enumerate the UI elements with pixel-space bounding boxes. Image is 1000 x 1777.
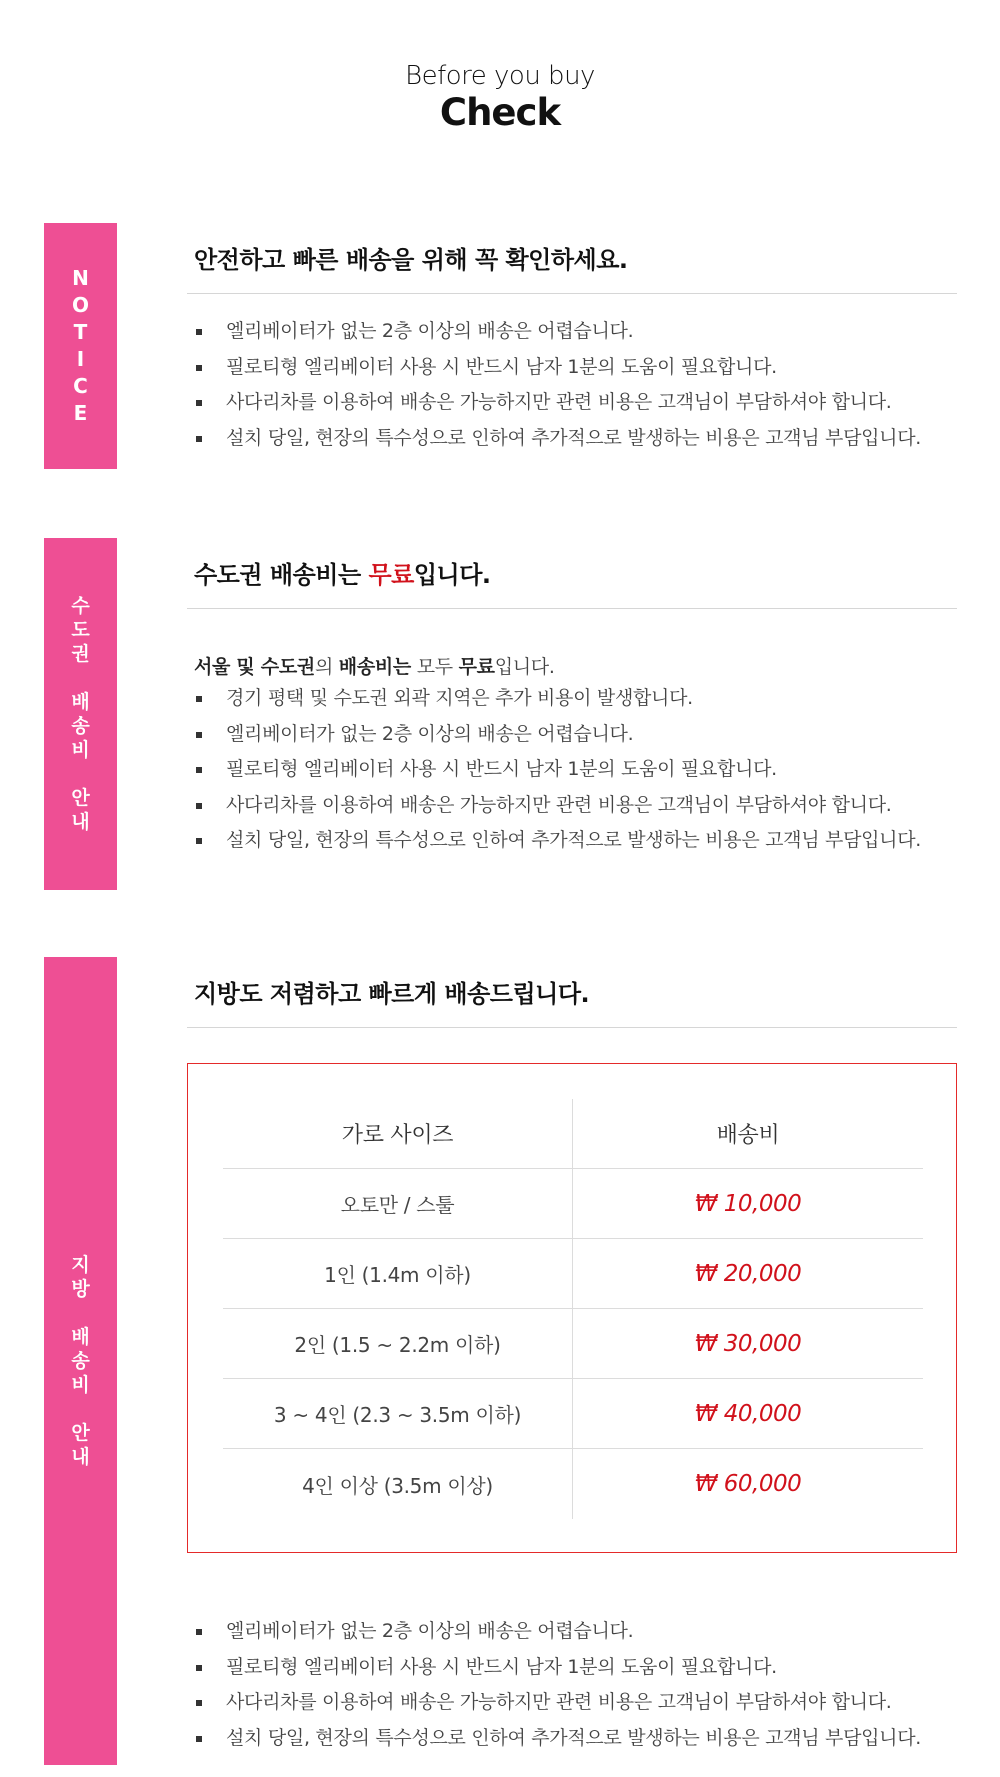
intro-text: 모두 [410, 656, 459, 678]
intro-bold: 서울 및 수도권 [194, 656, 315, 678]
table-row [223, 1379, 923, 1449]
tab-letter: N [72, 266, 89, 290]
size-cell: 1인 (1.4m 이하) [223, 1239, 573, 1308]
list-item: 필로티형 엘리베이터 사용 시 반드시 남자 1분의 도움이 필요합니다. [194, 1650, 921, 1686]
tab-letter: E [73, 401, 88, 425]
intro-text: 의 [314, 656, 339, 678]
tab-letter: T [73, 320, 88, 344]
regional-shipping-tab-label [69, 1253, 93, 1469]
notice-list [194, 314, 921, 456]
shipping-fee-table [223, 1099, 923, 1519]
regional-shipping-divider [187, 1027, 957, 1028]
table-row [223, 1239, 923, 1309]
list-item: 필로티형 엘리베이터 사용 시 반드시 남자 1분의 도움이 필요합니다. [194, 350, 921, 386]
page-title: Check [439, 91, 561, 134]
shipping-fee-table-box [187, 1063, 957, 1553]
metro-shipping-title [194, 555, 491, 590]
fee-cell [573, 1379, 923, 1448]
size-cell: 4인 이상 (3.5m 이상) [223, 1449, 573, 1519]
list-item: 엘리베이터가 없는 2층 이상의 배송은 어렵습니다. [194, 1614, 921, 1650]
price: ₩ 30,000 [694, 1330, 802, 1357]
tab-word: 배송비 [71, 691, 90, 761]
price: ₩ 10,000 [694, 1190, 802, 1217]
list-item: 필로티형 엘리베이터 사용 시 반드시 남자 1분의 도움이 필요합니다. [194, 752, 921, 788]
metro-shipping-divider [187, 608, 957, 609]
tab-letter: I [76, 347, 85, 371]
tab-word: 지방 [71, 1254, 90, 1300]
notice-divider [187, 293, 957, 294]
title-text: 입니다. [413, 561, 491, 589]
tab-word: 배송비 [71, 1326, 90, 1396]
list-item: 엘리베이터가 없는 2층 이상의 배송은 어렵습니다. [194, 314, 921, 350]
intro-bold: 배송비는 [338, 656, 411, 678]
list-item: 설치 당일, 현장의 특수성으로 인하여 추가적으로 발생하는 비용은 고객님 부담입니다. [194, 823, 921, 859]
intro-text: 입니다. [494, 656, 555, 678]
size-cell: 2인 (1.5 ~ 2.2m 이하) [223, 1309, 573, 1378]
list-item: 사다리차를 이용하여 배송은 가능하지만 관련 비용은 고객님이 부담하셔야 합니다. [194, 385, 921, 421]
page-header [0, 60, 1000, 134]
metro-shipping-intro [194, 652, 555, 679]
table-header-fee: 배송비 [716, 1123, 780, 1148]
regional-shipping-tab [44, 957, 117, 1765]
page-subtitle: Before you buy [405, 61, 595, 91]
title-text: 수도권 배송비는 [194, 561, 369, 589]
fee-cell [573, 1239, 923, 1308]
metro-shipping-tab [44, 538, 117, 890]
metro-shipping-list [194, 681, 921, 859]
table-row [223, 1309, 923, 1379]
price: ₩ 20,000 [694, 1260, 802, 1287]
fee-cell [573, 1449, 923, 1519]
fee-cell [573, 1169, 923, 1238]
title-highlight: 무료 [368, 561, 414, 589]
regional-shipping-title: 지방도 저렴하고 빠르게 배송드립니다. [194, 980, 590, 1008]
tab-word: 안내 [71, 1422, 90, 1468]
tab-letter: O [71, 293, 89, 317]
fee-cell [573, 1309, 923, 1378]
tab-letter: C [73, 374, 88, 398]
price: ₩ 60,000 [694, 1471, 802, 1497]
list-item: 경기 평택 및 수도권 외곽 지역은 추가 비용이 발생합니다. [194, 681, 921, 717]
tab-word: 안내 [71, 787, 90, 833]
table-header-size: 가로 사이즈 [223, 1099, 573, 1168]
tab-word: 수도권 [71, 595, 90, 665]
table-row [223, 1449, 923, 1519]
metro-shipping-tab-label [69, 594, 93, 834]
size-cell: 3 ~ 4인 (2.3 ~ 3.5m 이하) [223, 1379, 573, 1448]
list-item: 엘리베이터가 없는 2층 이상의 배송은 어렵습니다. [194, 717, 921, 753]
table-header-row [223, 1099, 923, 1169]
list-item: 설치 당일, 현장의 특수성으로 인하여 추가적으로 발생하는 비용은 고객님 부담입니다. [194, 1721, 921, 1757]
list-item: 사다리차를 이용하여 배송은 가능하지만 관련 비용은 고객님이 부담하셔야 합니다. [194, 1685, 921, 1721]
intro-bold: 무료 [458, 656, 495, 678]
notice-title: 안전하고 빠른 배송을 위해 꼭 확인하세요. [194, 246, 628, 274]
size-cell: 오토만 / 스툴 [223, 1169, 573, 1238]
notice-tab [44, 223, 117, 469]
regional-shipping-list [194, 1614, 921, 1756]
list-item: 설치 당일, 현장의 특수성으로 인하여 추가적으로 발생하는 비용은 고객님 부담입니다. [194, 421, 921, 457]
table-row [223, 1169, 923, 1239]
price: ₩ 40,000 [694, 1400, 802, 1427]
list-item: 사다리차를 이용하여 배송은 가능하지만 관련 비용은 고객님이 부담하셔야 합니다. [194, 788, 921, 824]
notice-tab-label [69, 265, 93, 427]
